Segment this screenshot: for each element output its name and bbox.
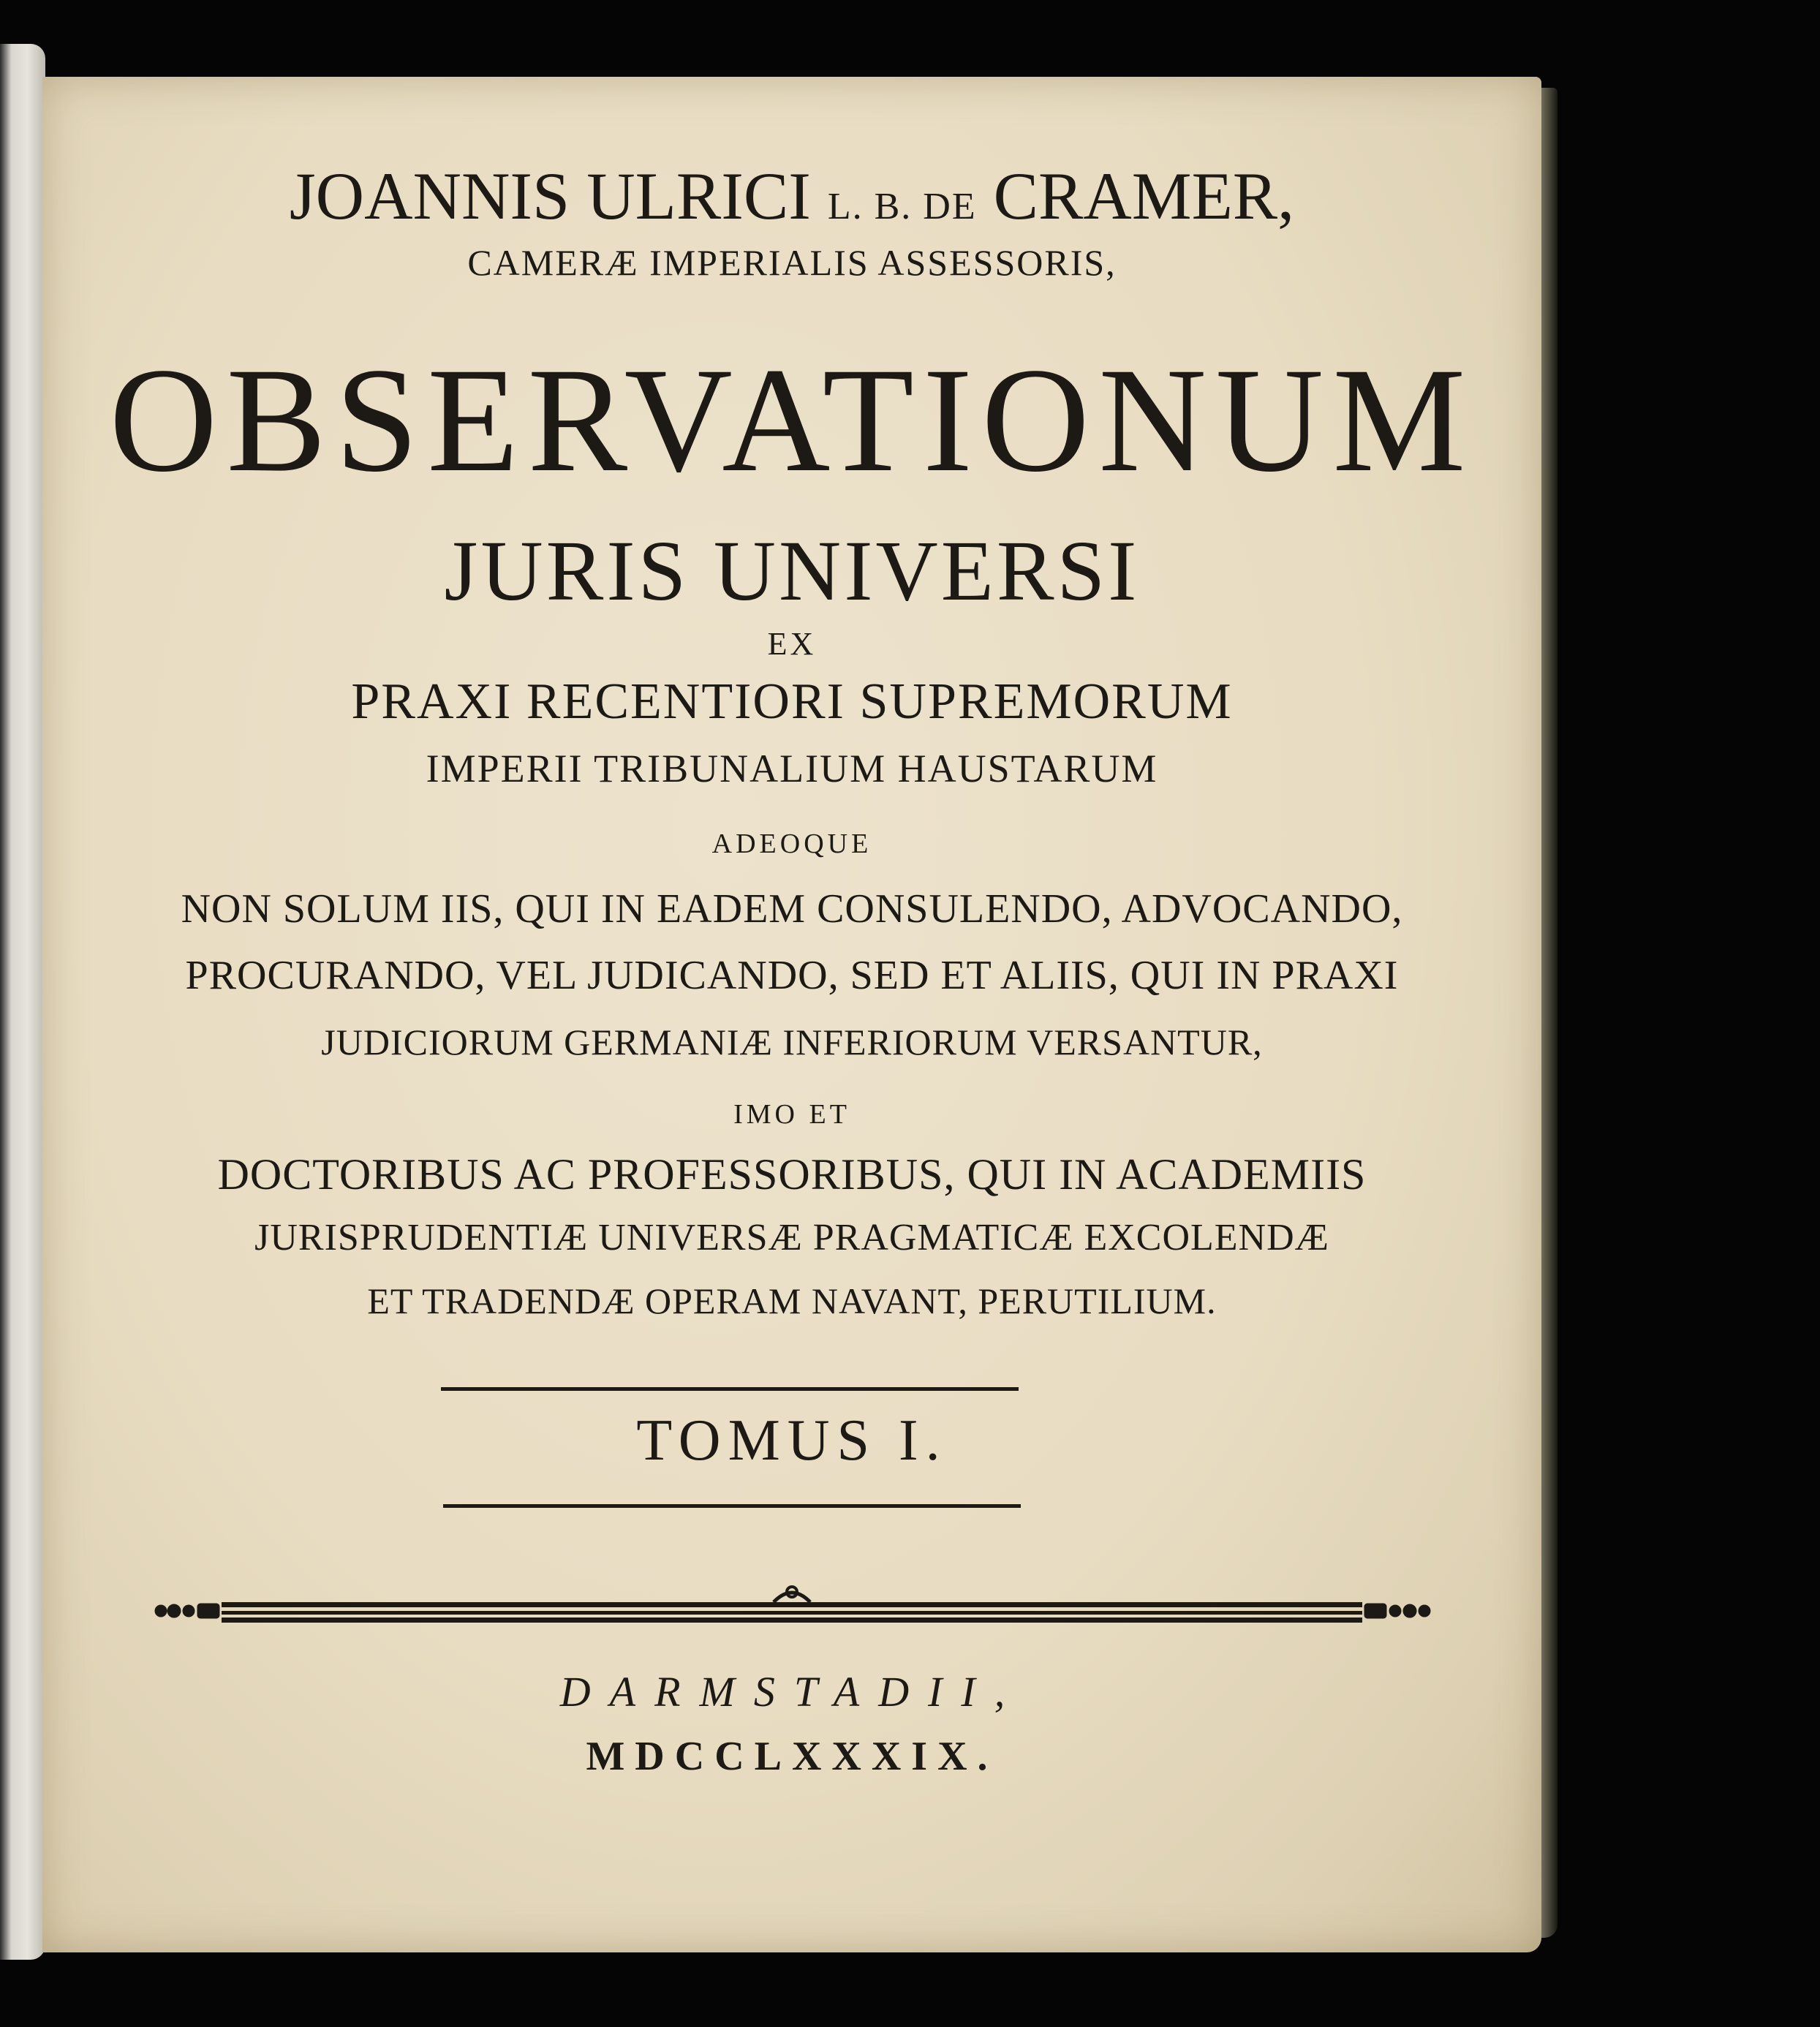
- decorative-rule-ornament-icon: [152, 1583, 1432, 1634]
- author-line: [42, 157, 1541, 235]
- jurisprudentiae-line: JURISPRUDENTIÆ UNIVERSÆ PRAGMATICÆ EXCOLENDÆ: [254, 1217, 1329, 1258]
- non-solum-line: NON SOLUM IIS, QUI IN EADEM CONSULENDO, ADVOCANDO,: [181, 886, 1403, 932]
- top-divider-rule: [441, 1387, 1019, 1391]
- imo-et-line: IMO ET: [733, 1099, 850, 1130]
- author-office: CAMERÆ IMPERIALIS ASSESSORIS,: [467, 242, 1117, 283]
- judiciorum-line: JUDICIORUM GERMANIÆ INFERIORUM VERSANTUR,: [321, 1022, 1263, 1062]
- title-page-content: [42, 77, 1541, 1952]
- adeoque-line: ADEOQUE: [711, 828, 872, 859]
- year-of-publication: MDCCLXXXIX.: [586, 1734, 998, 1779]
- author-name: JOANNIS ULRICI: [289, 159, 811, 233]
- imperii-line: IMPERII TRIBUNALIUM HAUSTARUM: [426, 747, 1158, 790]
- praxi-line: PRAXI RECENTIORI SUPREMORUM: [351, 673, 1233, 730]
- procurando-line: PROCURANDO, VEL JUDICANDO, SED ET ALIIS, QUI IN PRAXI: [185, 953, 1399, 998]
- author-surname: CRAMER,: [993, 159, 1295, 233]
- volume-label: TOMUS I.: [636, 1408, 948, 1473]
- ex-line: EX: [767, 626, 817, 662]
- bottom-divider-rule: [443, 1504, 1021, 1508]
- main-title: OBSERVATIONUM: [109, 337, 1475, 503]
- place-of-publication: DARMSTADII,: [559, 1668, 1024, 1715]
- doctoribus-line: DOCTORIBUS AC PROFESSORIBUS, QUI IN ACADEMIIS: [217, 1150, 1367, 1199]
- author-rank: L. B. DE: [827, 186, 977, 227]
- sub-title: JURIS UNIVERSI: [444, 523, 1140, 619]
- book-spine: [0, 44, 45, 1960]
- title-page: [42, 77, 1541, 1952]
- tradendae-line: ET TRADENDÆ OPERAM NAVANT, PERUTILIUM.: [367, 1280, 1217, 1321]
